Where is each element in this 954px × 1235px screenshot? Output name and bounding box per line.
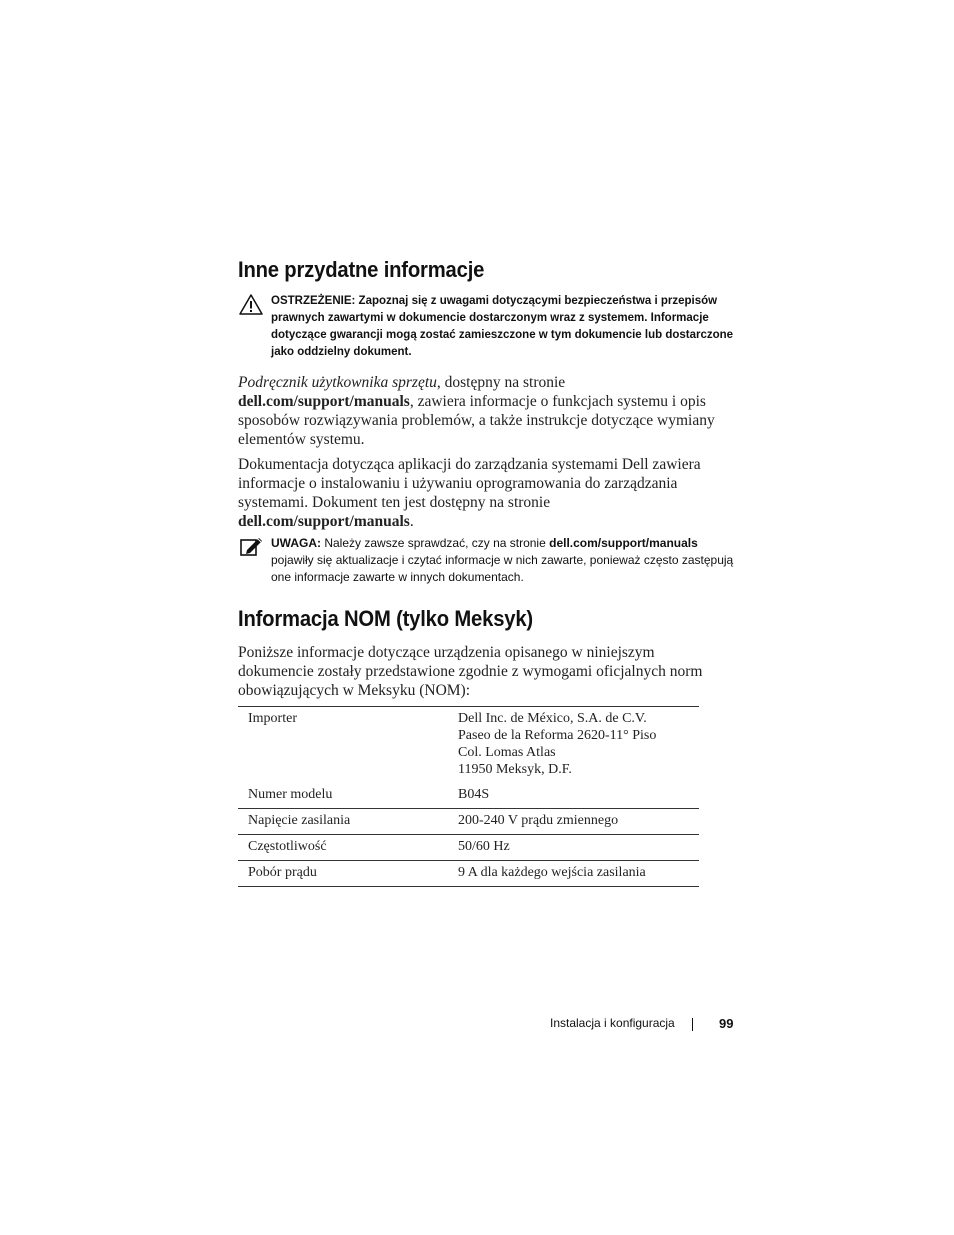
- row-label: Pobór prądu: [238, 861, 448, 887]
- para2-end: .: [409, 513, 414, 530]
- manual-title: Podręcznik użytkownika sprzętu: [238, 374, 437, 391]
- note-text-b: pojawiły się aktualizacje i czytać informacje w nich zawarte, ponieważ często zastępują one informacje zawarte w innych dokumentach.: [271, 553, 734, 584]
- manuals-link[interactable]: dell.com/support/manuals: [549, 536, 698, 550]
- importer-line: 11950 Meksyk, D.F.: [458, 762, 572, 777]
- row-label: Numer modelu: [238, 783, 448, 809]
- note-text: [271, 535, 738, 586]
- footer-divider: [692, 1018, 693, 1031]
- para1-text-b: , zawiera informacje o funkcjach systemu i opis sposobów rozwiązywania problemów, a także instrukcje dotyczące wymiany elementów systemu.: [238, 393, 715, 448]
- row-value: B04S: [448, 783, 699, 809]
- section-title-nom: Informacja NOM (tylko Meksyk): [238, 606, 533, 631]
- table-row: [238, 809, 699, 835]
- row-label: Napięcie zasilania: [238, 809, 448, 835]
- paragraph-nom-intro: Poniższe informacje dotyczące urządzenia opisanego w niniejszym dokumencie zostały przedstawione zgodnie z wymogami oficjalnych norm obowiązujących w Meksyku (NOM):: [238, 644, 703, 699]
- warning-text: [271, 293, 738, 361]
- pencil-note-icon: [238, 535, 264, 559]
- para1-text-a: , dostępny na stronie: [436, 374, 566, 391]
- note-notice: [238, 535, 738, 590]
- importer-value: [448, 707, 699, 784]
- importer-label: Importer: [238, 707, 448, 784]
- table-row: [238, 861, 699, 887]
- warning-notice: [238, 293, 738, 363]
- paragraph-systems-management: [238, 455, 728, 531]
- row-value: 50/60 Hz: [448, 835, 699, 861]
- page-number: 99: [719, 1016, 734, 1031]
- importer-line: Paseo de la Reforma 2620-11° Piso: [458, 728, 657, 743]
- importer-line: Col. Lomas Atlas: [458, 745, 556, 760]
- manuals-link[interactable]: dell.com/support/manuals: [238, 393, 410, 410]
- manuals-link[interactable]: dell.com/support/manuals: [238, 513, 410, 530]
- row-label: Częstotliwość: [238, 835, 448, 861]
- table-row: [238, 783, 699, 809]
- row-value: 200-240 V prądu zmiennego: [448, 809, 699, 835]
- note-text-a: Należy zawsze sprawdzać, czy na stronie: [324, 536, 546, 550]
- footer-section-name: Instalacja i konfiguracja: [550, 1016, 675, 1030]
- row-value: 9 A dla każdego wejścia zasilania: [448, 861, 699, 887]
- para2-text: Dokumentacja dotycząca aplikacji do zarządzania systemami Dell zawiera informacje o instalowaniu i używaniu oprogramowania do zarządzania systemami. Dokument ten jest dostępny na stronie: [238, 456, 701, 511]
- table-row: [238, 707, 699, 784]
- table-row: [238, 835, 699, 861]
- paragraph-users-manual: [238, 373, 728, 449]
- note-label: UWAGA:: [271, 536, 321, 550]
- warning-triangle-icon: [238, 293, 264, 317]
- warning-label: OSTRZEŻENIE:: [271, 295, 356, 307]
- nom-table: [238, 706, 699, 887]
- warning-body: Zapoznaj się z uwagami dotyczącymi bezpieczeństwa i przepisów prawnych zawartymi w dokumencie dostarczonym wraz z systemem. Informacje dotyczące gwarancji mogą zostać zamieszczone w tym dokumencie lub dostarczone jako oddzielny dokument.: [271, 295, 734, 358]
- section-title-other-info: Inne przydatne informacje: [238, 257, 485, 282]
- importer-line: Dell Inc. de México, S.A. de C.V.: [458, 711, 647, 726]
